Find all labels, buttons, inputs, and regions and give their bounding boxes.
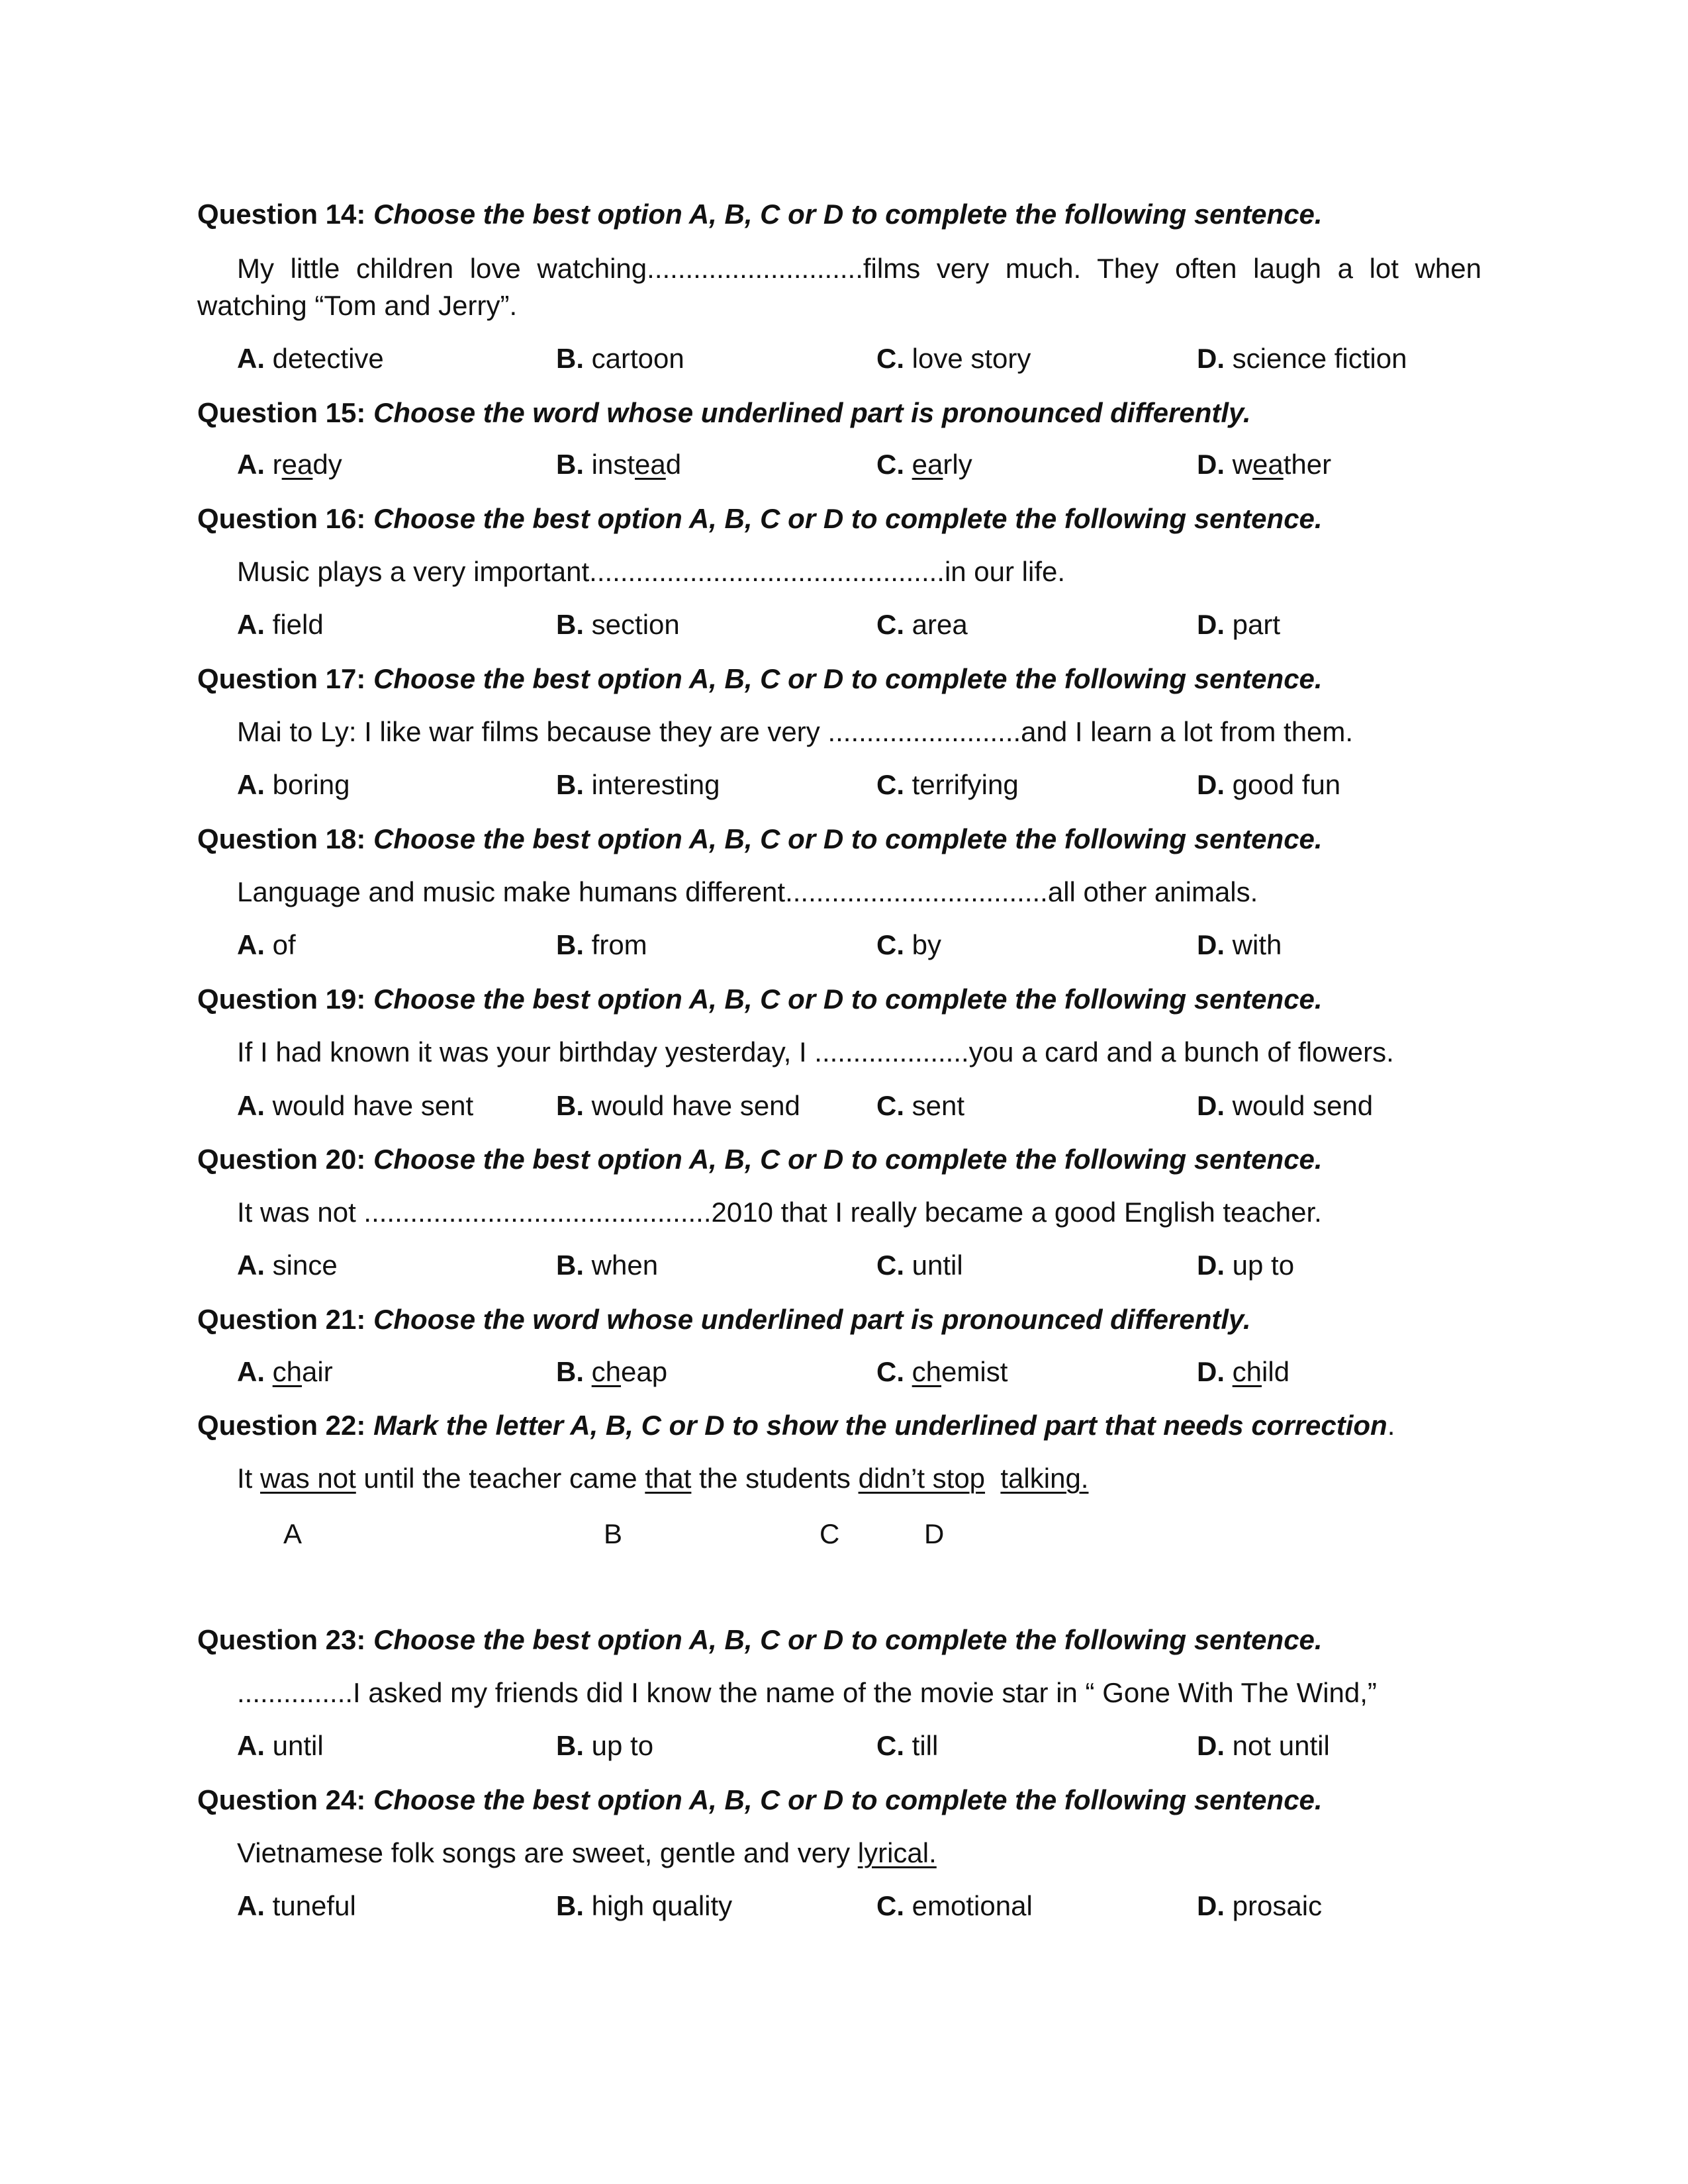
question-instruction: Choose the best option A, B, C or D to complete the following sentence. — [373, 663, 1323, 694]
question-24-stem: Vietnamese folk songs are sweet, gentle and very lyrical. — [237, 1837, 937, 1868]
question-22-heading — [197, 1408, 1495, 1443]
question-18-options — [237, 927, 1481, 964]
option-a: A. chair — [237, 1356, 333, 1387]
question-22-stem: It was not until the teacher came that the students didn’t stop talking. — [237, 1463, 1089, 1494]
question-number: Question 14: — [197, 199, 366, 230]
question-23-options — [237, 1727, 1481, 1764]
option-d: D. child — [1197, 1356, 1290, 1387]
question-number: Question 15: — [197, 397, 366, 428]
option-a: A. since — [237, 1250, 338, 1281]
question-18-heading — [197, 822, 1495, 856]
option-d: D. prosaic — [1197, 1890, 1323, 1921]
question-16-heading — [197, 502, 1495, 536]
option-c: C. love story — [876, 343, 1031, 374]
question-20-stem: It was not .............................................2010 that I really became a good English teacher. — [237, 1197, 1322, 1228]
option-a: A. field — [237, 609, 324, 640]
option-d: D. not until — [1197, 1730, 1330, 1761]
error-b: that — [645, 1463, 692, 1494]
option-d: D. good fun — [1197, 769, 1341, 800]
question-20-heading — [197, 1142, 1495, 1177]
question-number: Question 23: — [197, 1624, 366, 1655]
question-instruction: Choose the best option A, B, C or D to complete the following sentence. — [373, 983, 1323, 1015]
question-instruction: Choose the best option A, B, C or D to complete the following sentence. — [373, 1624, 1323, 1655]
error-a: was not — [260, 1463, 356, 1494]
letter-a-label: A — [283, 1518, 303, 1549]
question-instruction: Mark the letter A, B, C or D to show the underlined part that needs correction — [373, 1410, 1387, 1441]
question-17-options — [237, 766, 1481, 803]
question-instruction: Choose the best option A, B, C or D to complete the following sentence. — [373, 503, 1323, 534]
option-b: B. interesting — [556, 769, 720, 800]
question-21-heading — [197, 1302, 1495, 1337]
question-23-heading — [197, 1623, 1495, 1657]
option-b: B. cartoon — [556, 343, 684, 374]
question-20-options — [237, 1247, 1481, 1284]
question-15-heading — [197, 396, 1495, 430]
option-a: A. detective — [237, 343, 384, 374]
option-d: D. would send — [1197, 1090, 1374, 1121]
question-instruction: Choose the best option A, B, C or D to complete the following sentence. — [373, 1144, 1323, 1175]
question-number: Question 22: — [197, 1410, 366, 1441]
question-19-stem: If I had known it was your birthday yesterday, I ....................you a card and a bunch of flowers. — [237, 1036, 1394, 1068]
underlined-word: lyrical. — [857, 1837, 937, 1868]
option-c: C. area — [876, 609, 968, 640]
question-instruction: Choose the word whose underlined part is pronounced differently. — [373, 397, 1251, 428]
option-c: C. by — [876, 929, 942, 960]
error-c: didn’t stop — [858, 1463, 986, 1494]
question-24-options — [237, 1888, 1481, 1925]
question-14-stem: My little children love watching............................films very much. They often laugh a lot when watching “Tom and Jerry”. — [197, 253, 1481, 321]
question-19-heading — [197, 982, 1495, 1017]
question-16-options — [237, 606, 1481, 643]
option-c: C. terrifying — [876, 769, 1019, 800]
option-b: B. from — [556, 929, 647, 960]
question-number: Question 16: — [197, 503, 366, 534]
question-19-options — [237, 1087, 1481, 1124]
question-17-stem: Mai to Ly: I like war films because they are very .........................and I learn a lot from them. — [237, 716, 1354, 747]
option-b: B. up to — [556, 1730, 654, 1761]
option-b: B. cheap — [556, 1356, 668, 1387]
question-23-stem: ...............I asked my friends did I know the name of the movie star in “ Gone With The Wind,” — [237, 1677, 1377, 1708]
question-instruction: Choose the best option A, B, C or D to complete the following sentence. — [373, 1784, 1323, 1815]
option-c: C. sent — [876, 1090, 965, 1121]
question-14-options — [237, 340, 1481, 377]
option-a: A. would have sent — [237, 1090, 474, 1121]
option-d: D. with — [1197, 929, 1282, 960]
question-15-options — [237, 446, 1481, 483]
option-a: A. until — [237, 1730, 324, 1761]
option-b: B. when — [556, 1250, 659, 1281]
option-d: D. part — [1197, 609, 1281, 640]
question-14-heading — [197, 197, 1495, 232]
option-b: B. section — [556, 609, 680, 640]
question-number: Question 17: — [197, 663, 366, 694]
question-instruction: Choose the best option A, B, C or D to complete the following sentence. — [373, 199, 1323, 230]
question-instruction: Choose the word whose underlined part is pronounced differently. — [373, 1304, 1251, 1335]
option-d: D. weather — [1197, 449, 1332, 480]
option-a: A. tuneful — [237, 1890, 356, 1921]
error-d: talking. — [1000, 1463, 1089, 1494]
question-number: Question 24: — [197, 1784, 366, 1815]
option-d: D. science fiction — [1197, 343, 1407, 374]
letter-c-label: C — [820, 1518, 840, 1549]
letter-b-label: B — [604, 1518, 623, 1549]
question-number: Question 20: — [197, 1144, 366, 1175]
option-a: A. ready — [237, 449, 342, 480]
option-a: A. boring — [237, 769, 350, 800]
option-d: D. up to — [1197, 1250, 1295, 1281]
question-24-heading — [197, 1783, 1495, 1817]
option-c: C. until — [876, 1250, 963, 1281]
question-17-heading — [197, 662, 1495, 696]
option-a: A. of — [237, 929, 296, 960]
question-21-options — [237, 1353, 1481, 1390]
option-c: C. till — [876, 1730, 939, 1761]
question-number: Question 19: — [197, 983, 366, 1015]
option-b: B. high quality — [556, 1890, 733, 1921]
question-number: Question 21: — [197, 1304, 366, 1335]
question-instruction: Choose the best option A, B, C or D to complete the following sentence. — [373, 823, 1323, 854]
instruction-period: . — [1387, 1410, 1395, 1441]
question-number: Question 18: — [197, 823, 366, 854]
letter-d-label: D — [924, 1518, 945, 1549]
option-c: C. chemist — [876, 1356, 1008, 1387]
question-16-stem: Music plays a very important..............................................in our life. — [237, 556, 1066, 587]
option-b: B. instead — [556, 449, 682, 480]
option-c: C. early — [876, 449, 972, 480]
option-c: C. emotional — [876, 1890, 1033, 1921]
option-b: B. would have send — [556, 1090, 800, 1121]
question-18-stem: Language and music make humans different..................................all other animals. — [237, 876, 1258, 907]
